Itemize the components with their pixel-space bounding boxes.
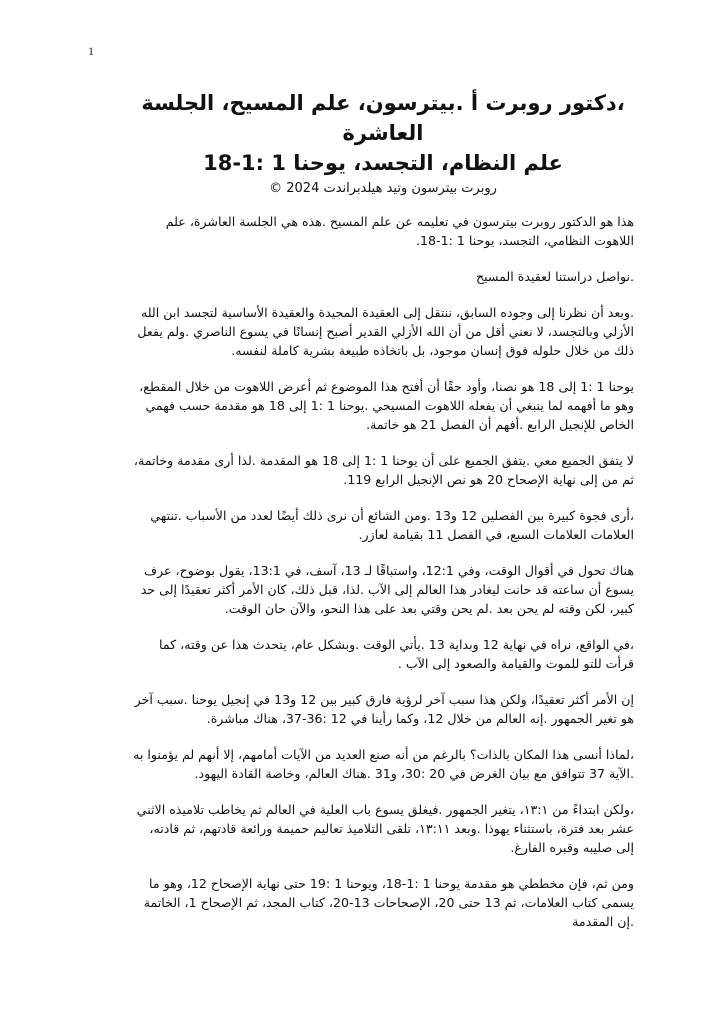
document-content [132, 88, 634, 948]
paragraph-2: .نواصل دراستنا لعقيدة المسيح [475, 269, 634, 284]
copyright-line: روبرت بيترسون وتيد هيلدبراندت 2024 © [269, 181, 497, 196]
paragraph-6: ،أرى فجوة كبيرة بين الفصلين 12 و13 .ومن الشائع أن نرى ذلك أيضًا لعدد من الأسباب .تنتهي العلامات العلامات السبع، في الفصل 11 بقيامة لعازر. [150, 508, 634, 542]
paragraph-9: إن الأمر أكثر تعقيدًا، ولكن هذا سبب آخر لرؤية فارق كبير بين 12 و13 في إنجيل يوحنا .سبب آخر هو تغير الجمهور .إنه العالم من خلال 12، وكما رأينا في 12 :36-37، هناك مباشرة. [134, 692, 634, 726]
paragraph-5: لا يتفق الجميع معي .يتفق الجميع على أن يوحنا 1 :1 إلى 18 هو المقدمة .لذا أرى مقدمة وخاتمة، ثم من إلى نهاية الإصحاح 20 هو نص الإنجيل الرابع 119. [133, 453, 634, 487]
title-line-1: ،دكتور روبرت أ .بيترسون، علم المسيح، الجلسة العاشرة [141, 91, 625, 145]
paragraph-4: يوحنا 1 :1 إلى 18 هو نصنا، وأود حقًا أن أفتح هذا الموضوع ثم أعرض اللاهوت من خلال المقطع، وهو ما أفهمه لما ينبغي أن يفعله اللاهوت المسيحي .يوحنا 1 :1 إلى 18 هو مقدمة حسب فهمي الخاص للإنجيل الرابع .أفهم أن الفصل 21 هو خاتمة. [139, 379, 634, 432]
page-number: 1 [88, 44, 94, 58]
paragraph-11: ،ولكن ابتداءً من ١٣:١، يتغير الجمهور .فيغلق يسوع باب العلية في العالم ثم يخاطب تلاميذه الاثني عشر بعد فترة، باستثناء يهوذا .وبعد ١٣:١١، تلقى التلاميذ تعاليم حميمة ورائعة قادتهم، ثم قادته، إلى صليبه وقبره الفارغ. [136, 802, 634, 855]
paragraph-3: .وبعد أن نظرنا إلى وجوده السابق، ننتقل إلى العقيدة المجيدة والعقيدة الأساسية لتجسد ابن الله الأزلي وبالتجسد، لا نعني أقل من أن الله الأزلي القدير أصبح إنسانًا في يسوع الناصري .ولم يفعل ذلك من خلال حلوله فوق إنسان موجود، بل باتخاذه طبيعة بشرية كاملة لنفسه. [137, 305, 634, 358]
paragraph-12: ومن ثم، فإن مخططي هو مقدمة يوحنا 1 :1-18، ويوحنا 1 :19 حتى نهاية الإصحاح 12، وهو ما يسمى كتاب العلامات، ثم 13 حتى 20، الإصحاحات 13-20، كتاب المجد، ثم الإصحاح 1، الخاتمة .إن المقدمة [143, 876, 634, 929]
paragraph-1: هذا هو الدكتور روبرت بيترسون في تعليمه عن علم المسيح .هذه هي الجلسة العاشرة، علم اللاهوت النظامي، التجسد، يوحنا 1 :1-18. [165, 214, 634, 248]
paragraph-8: ،في الواقع، نراه في نهاية 12 وبداية 13 .يأتي الوقت .وبشكل عام، يتحدث هذا عن وقته، كما قرأت للتو للموت والقيامة والصعود إلى الآب . [159, 637, 634, 671]
title-line-2: علم النظام، التجسد، يوحنا 1 :1-18 [203, 151, 563, 175]
paragraph-7: هناك تحول في أقوال الوقت، وفي 12:1، واستباقًا لـ 13، آسف، في 13:1، يقول بوضوح، عرف يسوع أن ساعته قد حانت ليغادر هذا العالم إلى الآب .لذا، قبل ذلك، كان الأمر أكثر تعقيدًا إلى حد كبير، لكن وقته لم يحن بعد .لم يحن وقتي بعد على هذا النحو، والآن حان الوقت. [140, 563, 634, 616]
document-title [132, 88, 634, 178]
paragraph-10: ،لماذا أنسى هذا المكان بالذات؟ بالرغم من أنه صنع العديد من الآيات أمامهم، إلا أنهم لم يؤمنوا به .الآية 37 تتوافق مع بيان الغرض في 20 :30، و31 .هناك العالم، وخاصة القادة اليهود. [133, 747, 634, 781]
